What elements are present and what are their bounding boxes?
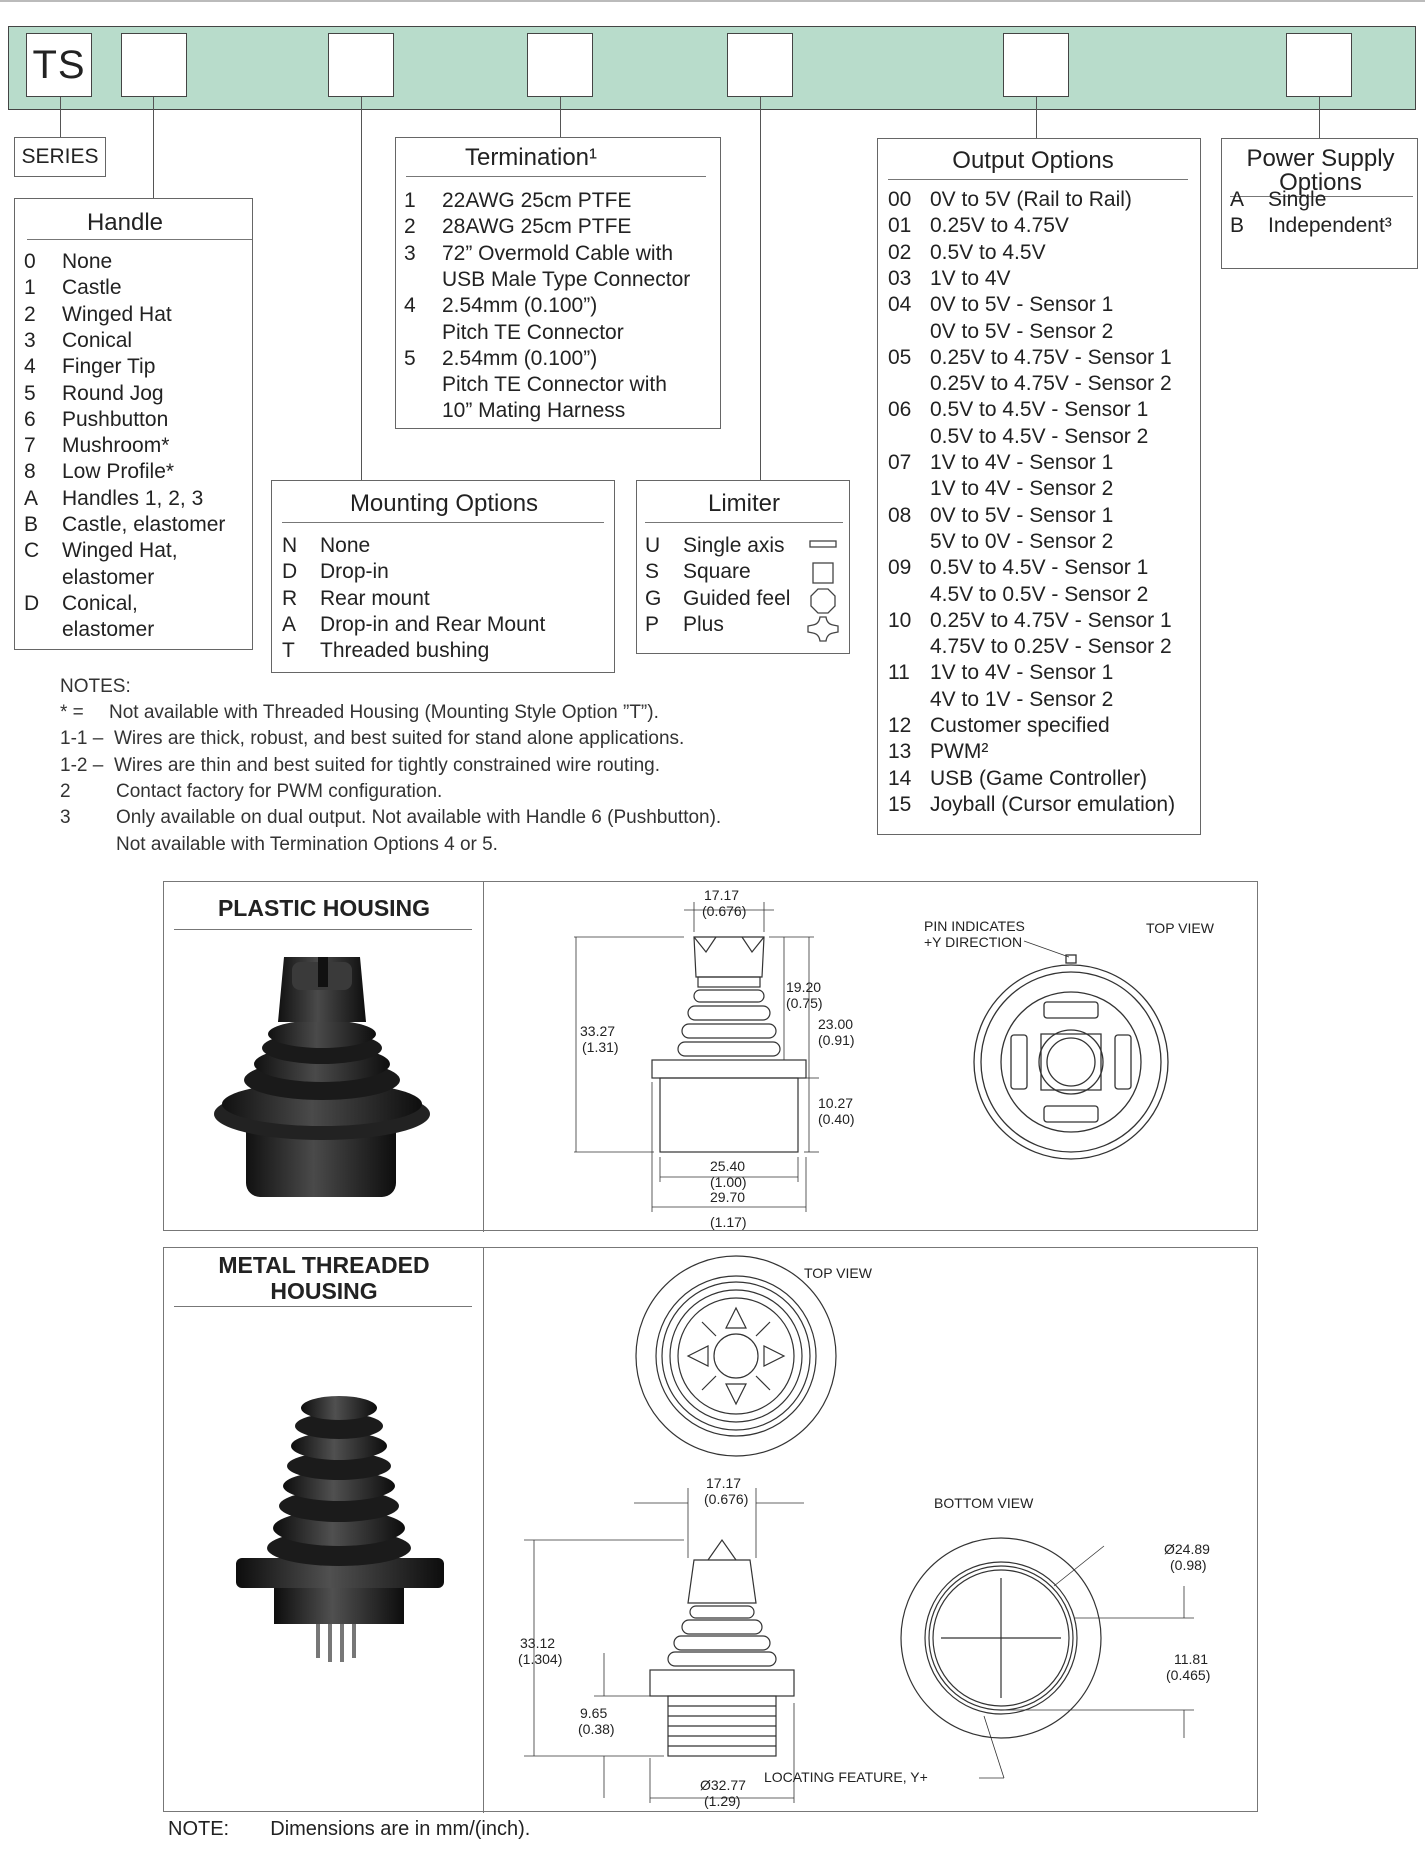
limiter-option-code: U	[645, 534, 661, 557]
plastic-dim-upper-in: (0.75)	[786, 995, 823, 1011]
plastic-dim-flange-width-in: (1.17)	[710, 1214, 747, 1230]
handle-option-code: 7	[24, 434, 36, 458]
metal-housing-title	[174, 1252, 474, 1304]
note-line	[60, 755, 660, 777]
power-title-line1: Power Supply	[1246, 145, 1395, 172]
note-key: 3	[60, 807, 71, 829]
output-option-code: 02	[888, 240, 912, 264]
termination-option-code: 3	[404, 241, 416, 265]
output-option-code: 08	[888, 503, 912, 527]
output-option-label: 0.5V to 4.5V - Sensor 1	[930, 398, 1149, 422]
output-option-label: 4V to 1V - Sensor 2	[930, 687, 1114, 711]
metal-housing-panel	[163, 1247, 1258, 1812]
output-option-label: 1V to 4V - Sensor 1	[930, 661, 1114, 685]
power-option-label: Independent³	[1268, 214, 1392, 238]
note-line	[60, 781, 442, 803]
y-direction-label: +Y DIRECTION	[924, 934, 1023, 950]
handle-option-label: Castle	[62, 276, 122, 300]
mounting-option-code: T	[282, 639, 295, 663]
handle-option-code: 8	[24, 460, 36, 484]
termination-option-label: 2.54mm (0.100”)	[442, 346, 598, 370]
note-line	[60, 834, 498, 856]
output-option-label: 1V to 4V - Sensor 2	[930, 477, 1114, 501]
handle-option-code: C	[24, 539, 40, 563]
plastic-top-view-label: TOP VIEW	[1146, 920, 1214, 936]
mounting-option-label: None	[320, 534, 371, 557]
plastic-dim-body-width: 25.40	[710, 1158, 746, 1174]
handle-option-code: 0	[24, 250, 36, 273]
output-option-label: 0.5V to 4.5V	[930, 240, 1046, 264]
plastic-dim-body-width-in: (1.00)	[710, 1174, 747, 1190]
handle-option-label: None	[62, 250, 113, 273]
output-option-code: 11	[888, 661, 910, 685]
termination-option-label: USB Male Type Connector	[442, 267, 691, 291]
note-key: 2	[60, 780, 71, 802]
mounting-option-code: A	[282, 612, 297, 636]
metal-dim-thread-height-in: (0.38)	[578, 1721, 615, 1737]
output-option-label: 0.5V to 4.5V - Sensor 2	[930, 424, 1149, 448]
metal-top-view-label: TOP VIEW	[804, 1265, 872, 1281]
termination-option-code: 5	[404, 346, 416, 370]
metal-title-line2: HOUSING	[270, 1278, 378, 1304]
termination-title: Termination¹	[464, 144, 598, 171]
termination-option-label: 10” Mating Harness	[442, 399, 626, 423]
power-title-line2: Options	[1279, 169, 1362, 196]
handle-option-code: 4	[24, 355, 36, 379]
octagon-icon	[811, 589, 835, 613]
metal-side-drawing	[484, 1458, 904, 1808]
metal-dim-total-height: 33.12	[520, 1635, 556, 1651]
output-option-code: 12	[888, 714, 912, 737]
output-option-code: 06	[888, 398, 912, 422]
metal-title-line1: METAL THREADED	[218, 1252, 430, 1278]
connector-line	[560, 97, 561, 137]
note-key: * =	[60, 702, 84, 723]
part-number-band	[8, 26, 1416, 110]
termination-option-label: 72” Overmold Cable with	[442, 241, 674, 265]
notes-heading: NOTES:	[60, 676, 131, 697]
connector-line	[361, 97, 362, 480]
output-option-label: 0.5V to 4.5V - Sensor 1	[930, 556, 1149, 580]
power-option-label: Single	[1268, 188, 1327, 211]
termination-option-label: 28AWG 25cm PTFE	[442, 215, 632, 239]
plastic-housing-title: PLASTIC HOUSING	[217, 895, 431, 921]
mounting-option-code: R	[282, 586, 298, 610]
note-key: 1-2 –	[60, 754, 104, 776]
metal-dim-offset: 11.81	[1174, 1651, 1208, 1667]
note-line	[60, 702, 659, 724]
mounting-option-label: Threaded bushing	[320, 639, 490, 663]
note-text: Wires are thin and best suited for tightly constrained wire routing.	[114, 754, 660, 776]
connector-line	[760, 97, 761, 480]
limiter-option-label: Single axis	[683, 534, 785, 557]
output-option-label: 1V to 4V	[930, 266, 1011, 290]
metal-bottom-view	[764, 1478, 1254, 1798]
metal-dim-thread-dia: Ø32.77	[700, 1777, 746, 1793]
power-supply-options-box	[1221, 138, 1418, 269]
connector-line	[153, 97, 154, 198]
handle-option-code: D	[24, 591, 40, 615]
output-option-code: 07	[888, 451, 912, 474]
connector-line	[60, 97, 61, 138]
output-option-label: Customer specified	[930, 714, 1110, 737]
output-option-code: 13	[888, 740, 912, 764]
handle-option-label: Winged Hat	[62, 302, 172, 326]
output-option-code: 04	[888, 293, 912, 317]
plastic-dim-total-height-in: (1.31)	[582, 1039, 619, 1055]
output-option-label: 1V to 4V - Sensor 1	[930, 451, 1114, 474]
output-option-label: USB (Game Controller)	[930, 766, 1148, 790]
termination-options-box	[395, 137, 721, 429]
pin-indicates-label: PIN INDICATES	[924, 918, 1025, 934]
mounting-slot	[328, 33, 394, 97]
output-option-code: 01	[888, 214, 912, 238]
output-option-label: Joyball (Cursor emulation)	[930, 792, 1176, 816]
note-text: Not available with Threaded Housing (Mounting Style Option ”T”).	[109, 702, 659, 723]
limiter-option-label: Square	[683, 560, 751, 584]
series-code-slot: TS	[26, 33, 92, 97]
handle-option-label: Handles 1, 2, 3	[62, 486, 204, 510]
limiter-title: Limiter	[707, 490, 780, 517]
handle-options-box	[14, 198, 253, 650]
note-text: Contact factory for PWM configuration.	[116, 780, 443, 802]
mounting-option-label: Drop-in and Rear Mount	[320, 612, 546, 636]
plastic-dim-lower: 10.27	[818, 1095, 854, 1111]
note-line	[60, 728, 684, 750]
connector-line	[1319, 97, 1320, 138]
metal-bottom-view-label: BOTTOM VIEW	[934, 1495, 1034, 1511]
plastic-dim-total-height: 33.27	[580, 1023, 616, 1039]
metal-dim-top-width-in: (0.676)	[704, 1491, 749, 1507]
power-option-code: A	[1230, 188, 1245, 211]
metal-dim-thread-dia-in: (1.29)	[704, 1793, 741, 1809]
plastic-top-view	[914, 907, 1234, 1207]
handle-option-label: Round Jog	[62, 381, 164, 405]
handle-option-label: Winged Hat,	[62, 539, 178, 563]
series-label: SERIES	[14, 137, 106, 177]
plastic-housing-panel	[163, 881, 1258, 1231]
plastic-dim-upper: 19.20	[786, 979, 822, 995]
top-rule	[0, 0, 1425, 2]
output-option-label: 0.25V to 4.75V - Sensor 1	[930, 345, 1172, 369]
output-option-label: 4.5V to 0.5V - Sensor 2	[930, 582, 1149, 606]
output-option-code: 09	[888, 556, 912, 580]
limiter-option-code: P	[645, 612, 660, 636]
limiter-options-box	[636, 480, 850, 654]
termination-option-label: 22AWG 25cm PTFE	[442, 189, 632, 212]
output-option-label: 0.25V to 4.75V	[930, 214, 1069, 238]
output-option-label: 0V to 5V - Sensor 1	[930, 503, 1114, 527]
metal-dim-total-height-in: (1.304)	[518, 1651, 563, 1667]
handle-option-label: Finger Tip	[62, 355, 156, 379]
output-option-label: 5V to 0V - Sensor 2	[930, 529, 1114, 553]
mounting-option-code: N	[282, 534, 298, 557]
mounting-title: Mounting Options	[349, 490, 539, 517]
handle-option-label: Castle, elastomer	[62, 513, 226, 536]
termination-option-label: Pitch TE Connector with	[442, 373, 667, 397]
dimensions-note	[168, 1818, 530, 1841]
power-option-code: B	[1230, 214, 1245, 238]
output-slot	[1003, 33, 1069, 97]
mounting-option-label: Rear mount	[320, 586, 430, 610]
plus-shape-icon	[808, 617, 838, 641]
termination-option-code: 4	[404, 294, 416, 318]
metal-dim-offset-in: (0.465)	[1166, 1667, 1211, 1683]
termination-slot	[527, 33, 593, 97]
note-key: 1-1 –	[60, 728, 104, 750]
handle-option-label: Low Profile*	[62, 460, 175, 484]
plastic-side-drawing	[484, 882, 874, 1232]
handle-option-label: Mushroom*	[62, 434, 170, 458]
handle-option-code: 5	[24, 381, 36, 405]
limiter-slot	[727, 33, 793, 97]
output-option-label: 0V to 5V - Sensor 1	[930, 293, 1114, 317]
output-option-code: 05	[888, 345, 912, 369]
output-option-code: 03	[888, 266, 912, 290]
plastic-dim-mid: 23.00	[818, 1016, 854, 1032]
output-options-box	[877, 138, 1201, 835]
handle-option-code: 1	[24, 276, 36, 300]
plastic-dim-flange-width: 29.70	[710, 1189, 746, 1205]
output-option-label: 0.25V to 4.75V - Sensor 1	[930, 608, 1172, 632]
termination-option-code: 1	[404, 189, 416, 212]
output-option-label: 0V to 5V (Rail to Rail)	[930, 188, 1132, 211]
termination-option-code: 2	[404, 215, 416, 239]
handle-option-label: Conical,	[62, 591, 138, 615]
handle-option-code: B	[24, 513, 39, 536]
connector-line	[1036, 97, 1037, 138]
metal-dim-bottom-dia-in: (0.98)	[1170, 1557, 1207, 1573]
limiter-icons	[807, 537, 843, 652]
metal-dim-thread-height: 9.65	[580, 1705, 608, 1721]
handle-option-code: 2	[24, 302, 36, 326]
note-text: Wires are thick, robust, and best suited for stand alone applications.	[114, 728, 685, 750]
output-title: Output Options	[952, 147, 1114, 174]
handle-option-code: 3	[24, 328, 36, 352]
output-option-code: 10	[888, 608, 912, 632]
mounting-options-box	[271, 480, 615, 673]
handle-option-label: Pushbutton	[62, 407, 169, 431]
plastic-dim-top-width-in: (0.676)	[702, 903, 747, 919]
metal-top-view	[484, 1248, 872, 1448]
limiter-option-label: Plus	[683, 612, 724, 636]
handle-option-code: A	[24, 486, 39, 510]
handle-option-label: Conical	[62, 328, 133, 352]
note-label: NOTE:	[168, 1818, 230, 1840]
termination-option-label: Pitch TE Connector	[442, 320, 624, 344]
metal-joystick-photo	[204, 1388, 454, 1688]
rectangle-slot-icon	[810, 541, 836, 547]
output-option-code: 00	[888, 188, 912, 211]
power-slot	[1286, 33, 1352, 97]
output-option-code: 15	[888, 792, 912, 816]
note-text: Dimensions are in mm/(inch).	[270, 1818, 531, 1840]
output-option-label: 4.75V to 0.25V - Sensor 2	[930, 635, 1172, 659]
plastic-dim-mid-in: (0.91)	[818, 1032, 855, 1048]
locating-feature-label: LOCATING FEATURE, Y+	[764, 1769, 928, 1785]
limiter-option-code: G	[645, 586, 662, 610]
handle-slot	[121, 33, 187, 97]
metal-dim-top-width: 17.17	[706, 1475, 742, 1491]
output-option-label: 0.25V to 4.75V - Sensor 2	[930, 372, 1172, 396]
note-line	[60, 807, 721, 829]
output-option-label: 0V to 5V - Sensor 2	[930, 319, 1114, 343]
square-icon	[813, 563, 833, 583]
metal-dim-bottom-dia: Ø24.89	[1164, 1541, 1210, 1557]
plastic-dim-lower-in: (0.40)	[818, 1111, 855, 1127]
note-text: Only available on dual output. Not available with Handle 6 (Pushbutton).	[116, 807, 722, 829]
output-option-code: 14	[888, 766, 912, 790]
handle-option-code: 6	[24, 407, 36, 431]
plastic-joystick-photo	[204, 952, 444, 1217]
mounting-option-label: Drop-in	[320, 560, 389, 584]
handle-option-label: elastomer	[62, 565, 155, 589]
limiter-option-code: S	[645, 560, 660, 584]
limiter-option-label: Guided feel	[683, 586, 791, 610]
mounting-option-code: D	[282, 560, 298, 584]
plastic-dim-top-width: 17.17	[704, 887, 740, 903]
output-option-label: PWM²	[930, 740, 989, 764]
handle-option-label: elastomer	[62, 618, 155, 642]
termination-option-label: 2.54mm (0.100”)	[442, 294, 598, 318]
handle-title: Handle	[86, 209, 164, 236]
note-text: Not available with Termination Options 4 or 5.	[116, 833, 498, 855]
